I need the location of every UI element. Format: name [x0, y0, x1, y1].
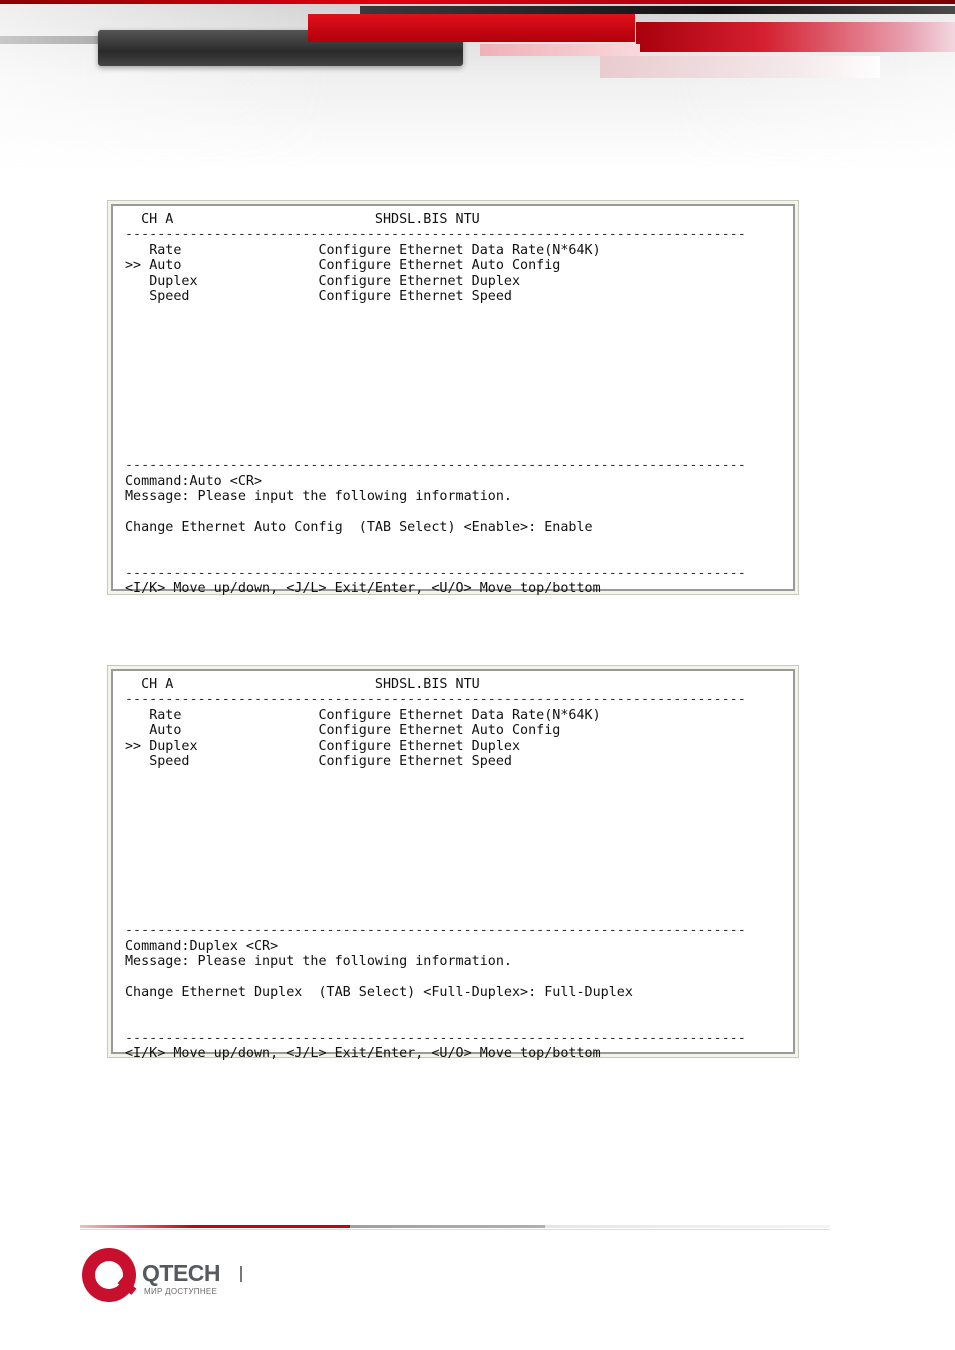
selection-marker: >>	[125, 738, 142, 754]
menu-desc: Configure Ethernet Auto Config	[318, 258, 561, 274]
separator: -----------------------------------------------------------------------------	[125, 227, 746, 243]
separator: -----------------------------------------------------------------------------	[125, 1030, 746, 1046]
menu-key: Auto	[149, 258, 182, 274]
menu-item-speed[interactable]	[125, 754, 746, 769]
q-logo-icon	[82, 1248, 136, 1302]
menu-desc: Configure Ethernet Auto Config	[318, 723, 561, 739]
message-line: Message: Please input the following information.	[125, 954, 512, 970]
menu-desc: Configure Ethernet Data Rate(N*64K)	[318, 707, 601, 723]
brand-tagline: МИР ДОСТУПНЕЕ	[144, 1287, 218, 1296]
brand-name: QTECH	[142, 1260, 220, 1286]
menu-key: Rate	[149, 242, 182, 258]
message-line: Message: Please input the following information.	[125, 489, 512, 505]
terminal-content	[125, 677, 746, 1062]
menu-key: Duplex	[149, 738, 198, 754]
terminal-window	[111, 204, 795, 597]
menu-desc: Configure Ethernet Speed	[318, 288, 512, 304]
device-title: SHDSL.BIS NTU	[374, 677, 480, 692]
help-line: <I/K> Move up/down, <J/L> Exit/Enter, <U/O> Move top/bottom	[125, 581, 601, 597]
terminal-header	[125, 677, 746, 692]
menu-desc: Configure Ethernet Speed	[318, 753, 512, 769]
header-stripe	[600, 56, 880, 78]
menu-item-duplex[interactable]	[125, 274, 746, 289]
terminal-screenshot-duplex	[107, 665, 799, 1062]
terminal-header	[125, 212, 746, 227]
selection-marker: >>	[125, 258, 142, 274]
header-stripe	[360, 6, 955, 14]
separator: -----------------------------------------------------------------------------	[125, 692, 746, 708]
terminal-window	[111, 669, 795, 1062]
separator: -----------------------------------------------------------------------------	[125, 565, 746, 581]
menu-key: Auto	[149, 723, 182, 739]
menu-desc: Configure Ethernet Duplex	[318, 273, 521, 289]
menu-item-auto[interactable]	[125, 723, 746, 738]
menu-desc: Configure Ethernet Duplex	[318, 738, 521, 754]
header-stripe	[0, 0, 955, 4]
terminal-screenshot-auto	[107, 200, 799, 595]
menu-item-duplex[interactable]	[125, 739, 746, 754]
page-header-banner	[0, 0, 955, 170]
device-title: SHDSL.BIS NTU	[374, 212, 480, 227]
input-prompt[interactable]: Change Ethernet Auto Config (TAB Select) <Enable>: Enable	[125, 519, 593, 535]
menu-key: Speed	[149, 753, 190, 769]
input-prompt[interactable]: Change Ethernet Duplex (TAB Select) <Full-Duplex>: Full-Duplex	[125, 984, 633, 1000]
command-line: Command:Auto <CR>	[125, 473, 263, 489]
command-line: Command:Duplex <CR>	[125, 938, 279, 954]
menu-key: Duplex	[149, 273, 198, 289]
menu-key: Rate	[149, 707, 182, 723]
footer-divider	[240, 1266, 242, 1282]
separator: -----------------------------------------------------------------------------	[125, 923, 746, 939]
menu-key: Speed	[149, 288, 190, 304]
menu-item-rate[interactable]	[125, 243, 746, 258]
qtech-logo	[82, 1248, 242, 1304]
menu-desc: Configure Ethernet Data Rate(N*64K)	[318, 242, 601, 258]
footer-rule	[80, 1225, 830, 1228]
header-block	[636, 22, 955, 52]
channel-label: CH A	[141, 212, 174, 227]
menu-item-rate[interactable]	[125, 708, 746, 723]
header-block	[308, 14, 635, 42]
separator: -----------------------------------------------------------------------------	[125, 458, 746, 474]
header-stripe	[480, 44, 640, 56]
help-line: <I/K> Move up/down, <J/L> Exit/Enter, <U/O> Move top/bottom	[125, 1046, 601, 1062]
terminal-content	[125, 212, 746, 597]
channel-label: CH A	[141, 677, 174, 692]
menu-item-auto[interactable]	[125, 258, 746, 273]
menu-item-speed[interactable]	[125, 289, 746, 304]
footer-rule-thin	[80, 1229, 830, 1230]
